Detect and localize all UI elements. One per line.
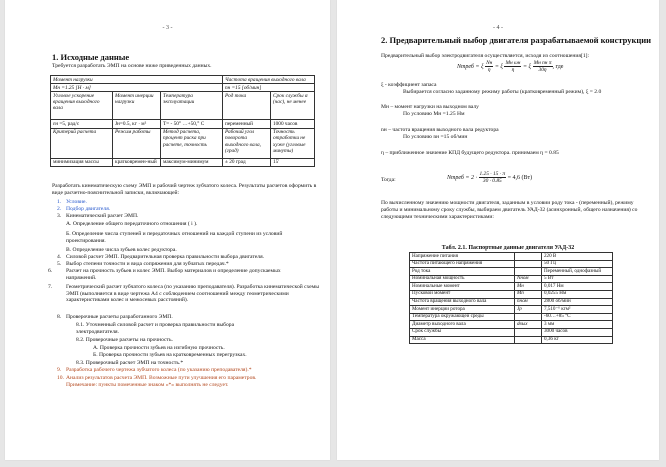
list-item: Б. Проверка прочности зубьев на кратковременных перегрузках. (93, 352, 247, 358)
formula-power: Nтреб = ξ $\frac{Nн}{\eta}$ = ξ $\frac{\text{Mн ωн}}{\eta}$ = ξ $\frac{\text{Mн nн π}}{30\eta}$ , где (457, 60, 564, 73)
formula-result: Nтреб = 2 · $\frac{1.25 \cdot 15 \cdot \pi}{30 \cdot 0.85}$ = 4,6 (Вт) (447, 171, 533, 184)
table-row: Момент нагрузки Частота вращения выходного вала (51, 76, 315, 84)
list-item: 5. Выбор степени точности и вида сопряжения для зубчатых передач.* (57, 261, 229, 267)
list-item: 2. Подбор двигателя. (57, 206, 111, 212)
list-item: 8. Проверочные расчеты разработанного ЭМП. (57, 314, 173, 320)
section-heading: 2. Предварительный выбор двигателя разрабатываемой конструкции (381, 35, 652, 45)
list-item: 8.2. Проверочные расчеты на прочность. (76, 337, 173, 343)
nn-value: По условию nн =15 об/мин (403, 134, 468, 140)
table-row: минимизация массы кратковремен-ный максимум-минимум ± 20 град 15' (51, 158, 315, 166)
list-item: 7. Геометрический расчет зубчатого колеса (по указанию преподавателя). Разработка кинематической схемы ЭМП (выполняется в виде чертежа А4 с соблюдением соотношений между геометрическими характеристиками колес и межосевых расстояний). (48, 284, 320, 304)
table-row: Напряжение питания 220 В (410, 253, 613, 261)
page-number: - 4 - (493, 25, 503, 31)
table-row: Частота питающего напряжения 50 Гц (410, 260, 613, 268)
table-row: Момент инерции ротора Jр 7,510⁻⁶ кгм² (410, 306, 613, 314)
table-row: Срок службы 3000 часов (410, 328, 613, 336)
list-item: 1. Условие. (57, 199, 87, 205)
table-row: Номинальные момент Mн 0,017 Нм (410, 283, 613, 291)
table-row: Диаметр выходного вала dвых 3 мм (410, 321, 613, 329)
mn-value: По условию Mн =1.25 Нм (403, 111, 465, 117)
table-row: Пусковой момент Mп 0,0255 Нм (410, 290, 613, 298)
xi-text: Выбирается согласно заданному режиму работы (кратковременный режим), ξ = 2.0 (403, 89, 602, 95)
page-number: - 3 - (162, 25, 173, 31)
list-item: 4. Силовой расчет ЭМП. Предварительная проверка правильности выбора двигателя. (57, 254, 265, 260)
table-row: Угловое ускорение вращения выходного вала Момент инерции нагрузки Температура эксплуатации Род тока Срок службы α (час), не менее (51, 92, 315, 120)
then-label: Тогда: (381, 177, 396, 183)
table-row: Критерий расчета Режим работы Метод расчета, процент риска при расчете, точность Рабочий угол поворота выходного вала, (град) Точность отработки не хуже (угловые минуты) (51, 128, 315, 158)
table-row: Номинальная мощность Nном 5 Вт (410, 275, 613, 283)
list-item: 3. Кинематический расчет ЭМП. (57, 213, 139, 219)
list-item: 8.1. Уточненный силовой расчет и проверка правильности выбора электродвигателя. (76, 322, 235, 335)
list-item: А. Проверка прочности зубьев на изгибную прочность. (93, 345, 225, 351)
motor-specs-table (409, 252, 613, 344)
table-row: εн =5, рад/с Jн=0.5, кг · м² T= - 50° …+50,° C переменный 1000 часов (51, 120, 315, 128)
list-item: Б. Определение числа ступеней и передаточных отношений на каждой ступени из условий проектирования. (66, 231, 283, 244)
list-item: А. Определение общего передаточного отношения ( i ). (66, 221, 198, 227)
list-item: 6. Расчет на прочность зубьев и колес ЭМП. Выбор материалов и определение допускаемых напряжений. (48, 268, 281, 281)
table-caption: Табл. 2.1. Паспортные данные двигателя УАД-32 (441, 245, 575, 251)
intro-text: Требуется разработать ЭМП на основе ниже приведенных данных. (52, 63, 212, 69)
list-item: 10. Анализ результатов расчета ЭМП. Возможные пути улучшения его параметров. (57, 375, 257, 381)
document-page-3 (5, 0, 330, 460)
mn-label: Mн – момент нагрузки на выходном валу (381, 104, 479, 110)
conclusion-text: По вычисленному значению мощности двигателя, заданным в условии роду тока - (переменный), режиму работы и минимальному сроку службы, выбираем двигатель УАД-32 (асинхронный, общего назначения) со следующими техническими характеристиками: (381, 200, 638, 220)
eta-text: η – приближенное значение КПД будущего редуктора. принимаем η = 0.85 (381, 150, 559, 156)
note-text: Примечание: пункты помеченные знаком «*» выполнять не следует. (66, 382, 229, 388)
table-row: Mн =1.25 [Н · м] nн =15 [об/мин] (51, 84, 315, 92)
table-row: Род тока Переменный, однофазный (410, 268, 613, 276)
list-item: В. Определение числа зубьев колес редуктора. (66, 247, 177, 253)
task-text: Разработать кинематическую схему ЭМП и рабочий чертеж зубчатого колеса. Результаты расчетов оформить в виде расчетно-пояснительной записки, включающей: (52, 183, 317, 196)
table-row: Масса 0,36 кг (410, 336, 613, 344)
list-item: 9. Разработка рабочего чертежа зубчатого колеса (по указанию преподавателя).* (57, 367, 252, 373)
document-page-4 (337, 0, 659, 460)
xi-label: ξ - коэффициент запаса (381, 82, 437, 88)
input-data-table (50, 75, 315, 167)
section-heading: 1. Исходные данные (52, 52, 130, 62)
intro-text: Предварительный выбор электродвигателя осуществляется, исходя из соотношения[1]: (381, 53, 590, 59)
table-row: Температура окружающей среды -60…+85 °С (410, 313, 613, 321)
list-item: 8.3. Проверочный расчет ЭМП на точность.* (76, 360, 184, 366)
nn-label: nн – частота вращения выходного вала редуктора (381, 127, 499, 133)
table-row: Частота вращения выходного вала nном 2800 об/мин (410, 298, 613, 306)
